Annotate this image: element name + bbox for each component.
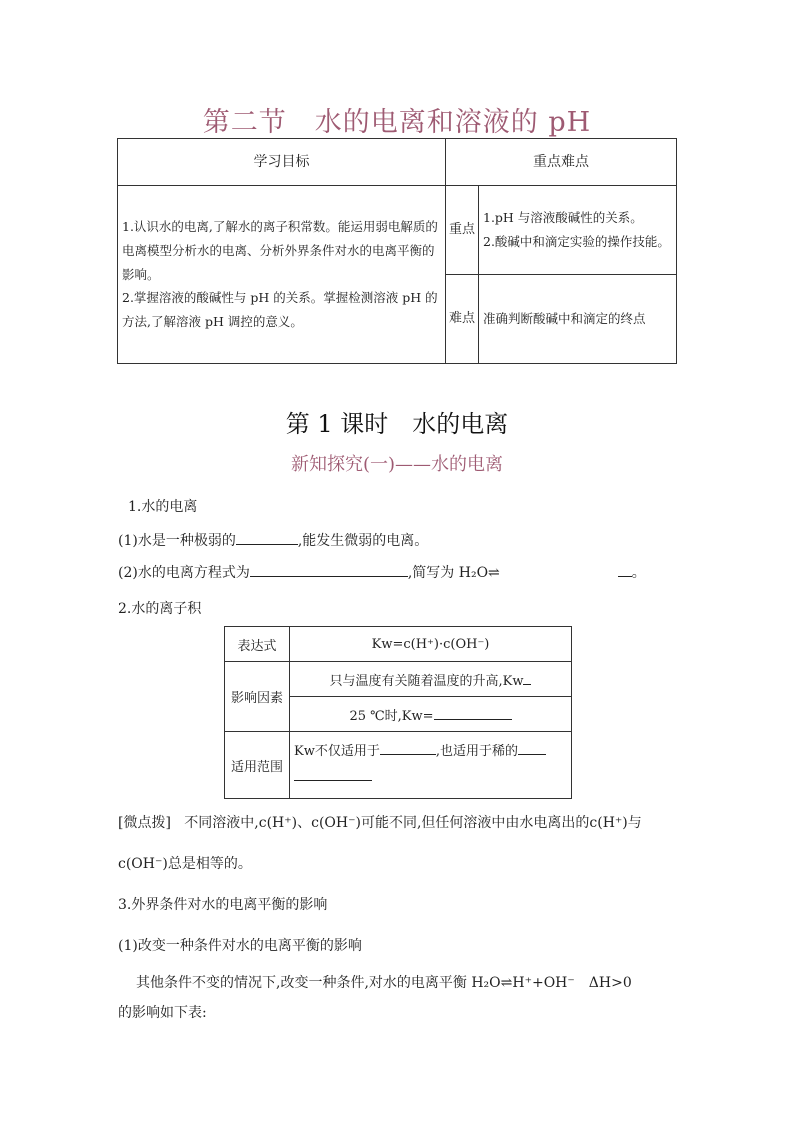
kw-row-factor-value-a: [290, 662, 572, 697]
kw-scope-text-a: Kw不仅适用于: [294, 744, 380, 759]
tip-line-2: c(OH⁻)总是相等的。: [118, 856, 252, 872]
item1-q2-blank-1[interactable]: [250, 562, 408, 577]
difficulty-point: 准确判断酸碱中和滴定的终点: [479, 275, 677, 364]
lesson-title: 第 1 课时 水的电离: [285, 410, 509, 438]
item1-q2-blank-2[interactable]: [618, 562, 632, 577]
item1-title: 1.水的电离: [128, 499, 198, 515]
item3-para-line2: 的影响如下表:: [118, 1005, 207, 1021]
item1-q1-suffix: ,能发生微弱的电离。: [297, 533, 429, 549]
kw-row-expression-label: 表达式: [225, 627, 290, 662]
key-points-cell: [479, 186, 677, 275]
kw-25c-text: 25 ℃时,Kw=: [349, 708, 434, 724]
kw-row-expression-value: Kw=c(H⁺)·c(OH⁻): [290, 627, 572, 662]
kw-scope-blank-1[interactable]: [380, 740, 436, 755]
kw-scope-blank-2[interactable]: [518, 740, 546, 755]
kw-row-factor-label: 影响因素: [225, 662, 290, 732]
item1-q2: [118, 562, 646, 582]
goals-header-key-points: 重点难点: [446, 139, 677, 186]
item1-q2-prefix: (2)水的电离方程式为: [118, 565, 250, 581]
kw-row-scope-label: 适用范围: [225, 732, 290, 799]
kw-factor-text: 只与温度有关随着温度的升高,Kw: [329, 673, 524, 689]
item1-q1: [118, 530, 428, 550]
objective-2: 2.掌握溶液的酸碱性与 pH 的关系。掌握检测溶液 pH 的方法,了解溶液 pH 调控的意义。: [122, 290, 438, 330]
kw-scope-text-b: ,也适用于稀的: [435, 744, 518, 759]
item1-q1-prefix: (1)水是一种极弱的: [118, 533, 236, 549]
explore-title: 新知探究(一)——水的电离: [290, 454, 504, 475]
kw-25c-blank[interactable]: [434, 705, 512, 720]
tip-text: 不同溶液中,c(H⁺)、c(OH⁻)可能不同,但任何溶液中由水电离出的c(H⁺)与: [184, 815, 642, 831]
kw-row-factor-value-b: [290, 697, 572, 732]
item2-title: 2.水的离子积: [118, 601, 202, 617]
tip-prefix: [微点拨]: [118, 815, 171, 831]
learning-goals-table: [117, 138, 677, 364]
item3-title: 3.外界条件对水的电离平衡的影响: [118, 897, 328, 913]
tip-line-1: [118, 812, 642, 832]
key-point-1: 1.pH 与溶液酸碱性的关系。: [483, 210, 643, 226]
kw-factor-blank[interactable]: [523, 670, 531, 685]
goals-header-objectives: 学习目标: [118, 139, 446, 186]
item3-para-line1: 其他条件不变的情况下,改变一种条件,对水的电离平衡 H₂O⇌H⁺+OH⁻ ΔH>0: [136, 975, 632, 991]
item1-q2-mid: ,简写为 H₂O⇌: [407, 565, 500, 581]
kw-row-scope-value: [290, 732, 572, 799]
objective-1: 1.认识水的电离,了解水的离子积常数。能运用弱电解质的电离模型分析水的电离、分析外界条件对水的电离平衡的影响。: [122, 219, 438, 282]
section-title: 第二节 水的电离和溶液的 pH: [202, 107, 592, 138]
difficulty-label: 难点: [446, 275, 479, 364]
item1-q2-suffix: 。: [631, 565, 646, 581]
key-point-2: 2.酸碱中和滴定实验的操作技能。: [483, 234, 670, 249]
objectives-cell: [118, 186, 446, 364]
kw-scope-blank-3[interactable]: [294, 766, 372, 781]
ion-product-table: [224, 626, 572, 799]
key-points-label: 重点: [446, 186, 479, 275]
item1-q1-blank[interactable]: [236, 530, 298, 545]
item3-sub: (1)改变一种条件对水的电离平衡的影响: [118, 938, 362, 954]
